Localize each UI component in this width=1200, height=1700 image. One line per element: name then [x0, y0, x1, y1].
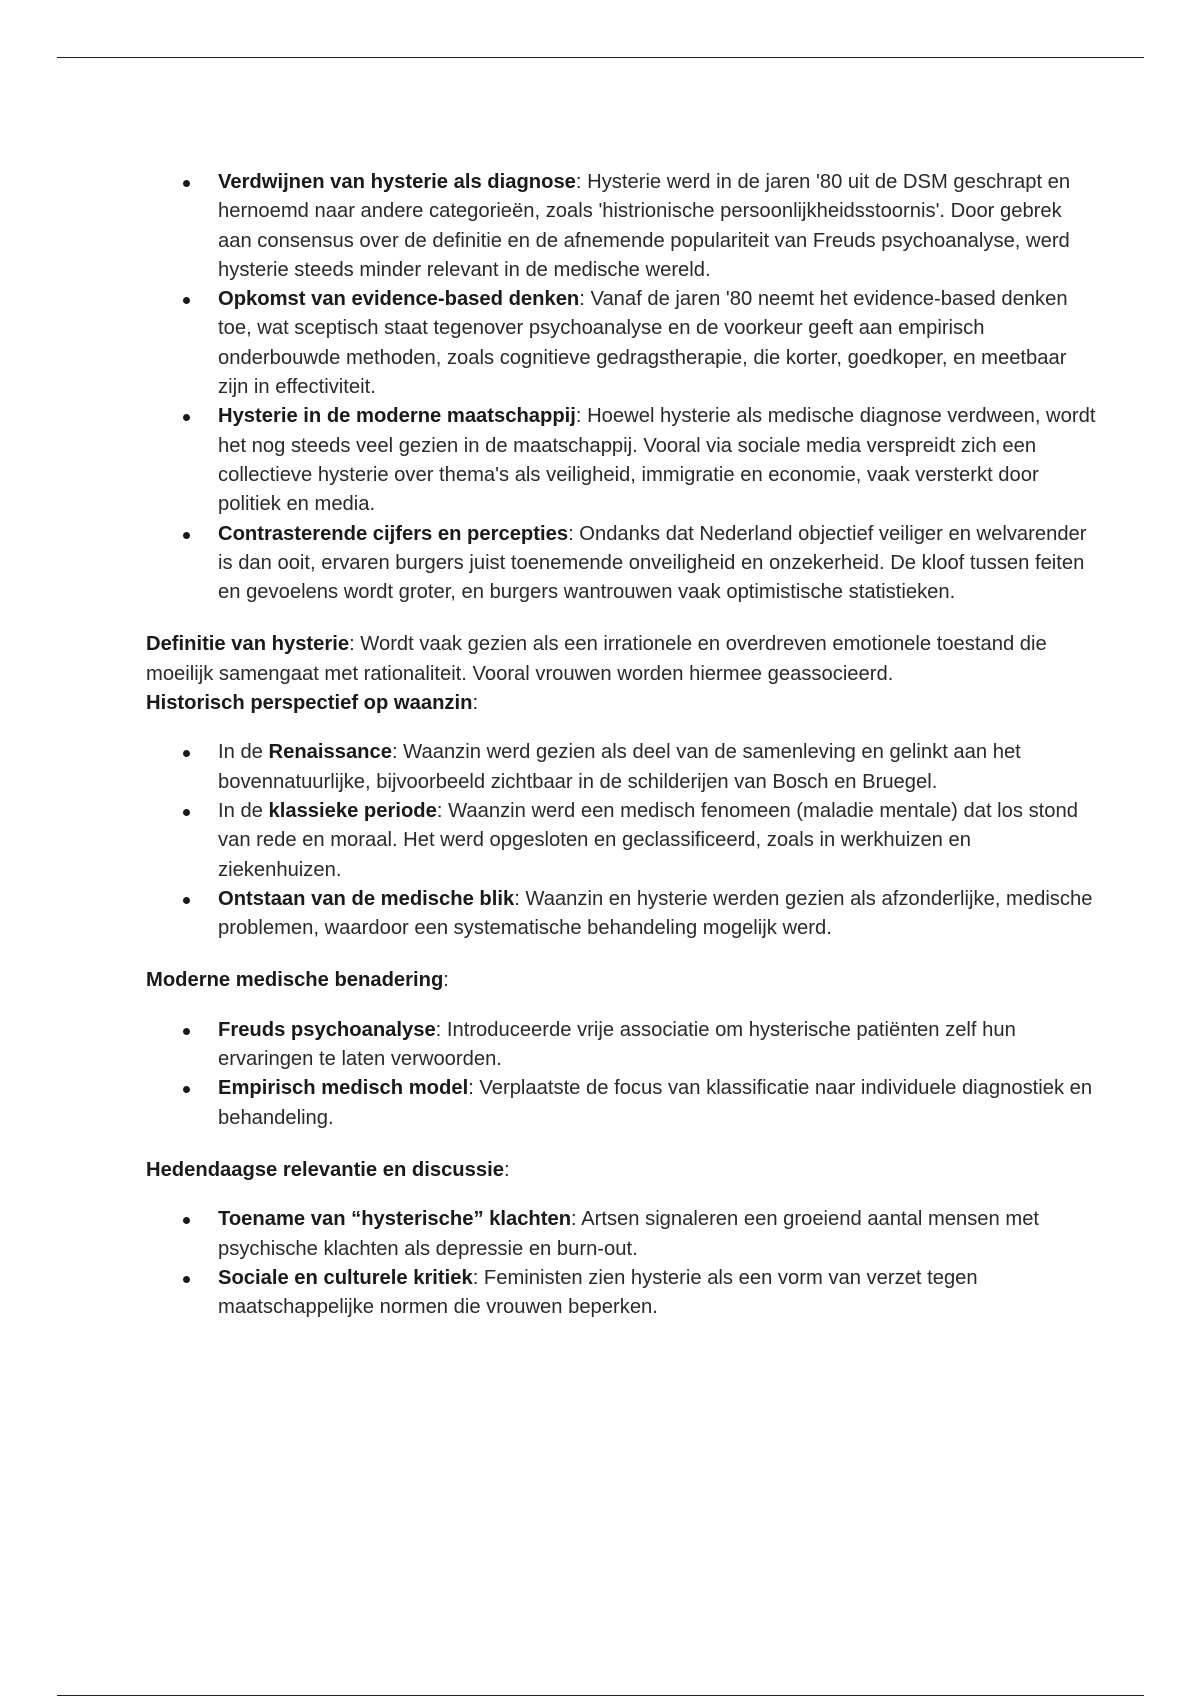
- list-item: [218, 520, 1096, 608]
- item-term: Contrasterende cijfers en percepties: [218, 522, 569, 545]
- list-item: [218, 797, 1096, 885]
- definition-text: : Wordt vaak gezien als een irrationele en overdreven emotionele toestand die moeilijk samengaat met rationaliteit. Vooral vrouwen worden hiermee geassocieerd.: [146, 633, 1047, 685]
- list-item: [218, 1264, 1096, 1323]
- item-term: Sociale en culturele kritiek: [218, 1266, 473, 1289]
- item-term: klassieke periode: [268, 799, 437, 822]
- list-item: [218, 1205, 1096, 1264]
- item-text: : Feministen zien hysterie als een vorm van verzet tegen maatschappelijke normen die vrouwen beperken.: [218, 1266, 978, 1319]
- item-term: Freuds psychoanalyse: [218, 1018, 436, 1041]
- item-text: : Vanaf de jaren '80 neemt het evidence-based denken toe, wat sceptisch staat tegenover psychoanalyse en de voorkeur geeft aan empirisch onderbouwde methoden, zoals cognitieve gedragstherapie, die korter, goedkoper, en meetbaar zijn in effectiviteit.: [218, 288, 1068, 399]
- footer-rule: [57, 1695, 1144, 1696]
- historical-list: [146, 738, 1096, 943]
- item-text: : Artsen signaleren een groeiend aantal mensen met psychische klachten als depressie en burn-out.: [218, 1208, 1040, 1260]
- item-text: : Waanzin werd een medisch fenomeen (maladie mentale) dat los stond van rede en moraal. Het werd opgesloten en geclassificeerd, zoals in werkhuizen en ziekenhuizen.: [218, 799, 1078, 881]
- item-text: : Introduceerde vrije associatie om hysterische patiënten zelf hun ervaringen te laten verwoorden.: [218, 1018, 1016, 1071]
- item-term: Verdwijnen van hysterie als diagnose: [218, 171, 576, 193]
- contemporary-heading-colon: :: [503, 1158, 510, 1181]
- item-prefix: In de: [218, 799, 269, 822]
- definition-paragraph: [146, 630, 1096, 689]
- list-item: [218, 1074, 1096, 1133]
- contemporary-heading: [146, 1156, 1096, 1185]
- contemporary-list: [146, 1205, 1096, 1322]
- modern-list: [146, 1016, 1096, 1133]
- historical-heading-colon: :: [472, 692, 479, 715]
- item-text: : Waanzin werd gezien als deel van de samenleving en gelinkt aan het bovennatuurlijke, bijvoorbeeld zichtbaar in de schilderijen van Bosch en Bruegel.: [218, 741, 1021, 793]
- item-text: : Ondanks dat Nederland objectief veiliger en welvarender is dan ooit, ervaren burgers juist toenemende onveiligheid en onzekerheid. De kloof tussen feiten en gevoelens wordt groter, en burgers wantrouwen vaak optimistische statistieken.: [218, 522, 1087, 604]
- item-text: : Waanzin en hysterie werden gezien als afzonderlijke, medische problemen, waardoor een systematische behandeling mogelijk werd.: [218, 887, 1093, 940]
- item-prefix: In de: [218, 741, 269, 764]
- modern-heading-text: Moderne medische benadering: [146, 969, 444, 992]
- item-text: : Hoewel hysterie als medische diagnose verdween, wordt het nog steeds veel gezien in de maatschappij. Vooral via sociale media verspreidt zich een collectieve hysterie over thema's als veiligheid, immigratie en economie, vaak versterkt door politiek en media.: [218, 405, 1096, 516]
- modern-heading-colon: :: [443, 969, 449, 992]
- hysteria-developments-list: [146, 168, 1096, 607]
- list-item: [218, 168, 1096, 285]
- list-item: [218, 885, 1096, 944]
- item-term: Hysterie in de moderne maatschappij: [218, 405, 576, 428]
- contemporary-heading-text: Hedendaagse relevantie en discussie: [146, 1158, 504, 1181]
- list-item: [218, 738, 1096, 797]
- definition-term: Definitie van hysterie: [146, 633, 350, 656]
- item-term: Opkomst van evidence-based denken: [218, 288, 580, 311]
- list-item: [218, 285, 1096, 402]
- list-item: [218, 402, 1096, 519]
- item-term: Toename van “hysterische” klachten: [218, 1208, 572, 1231]
- modern-heading: [146, 966, 1096, 995]
- item-term: Empirisch medisch model: [218, 1077, 469, 1100]
- historical-heading: [146, 689, 1096, 718]
- header-rule: [57, 57, 1144, 58]
- item-text: : Hysterie werd in de jaren '80 uit de DSM geschrapt en hernoemd naar andere categorieën, zoals 'histrionische persoonlijkheidsstoornis'. Door gebrek aan consensus over de definitie en de afnemende populariteit van Freuds psychoanalyse, werd hysterie steeds minder relevant in de medische wereld.: [218, 171, 1071, 281]
- item-term: Ontstaan van de medische blik: [218, 887, 515, 910]
- item-term: Renaissance: [268, 741, 392, 764]
- item-text: : Verplaatste de focus van klassificatie naar individuele diagnostiek en behandeling.: [218, 1077, 1093, 1129]
- document-body: [146, 168, 1096, 1322]
- list-item: [218, 1016, 1096, 1075]
- historical-heading-text: Historisch perspectief op waanzin: [146, 692, 473, 715]
